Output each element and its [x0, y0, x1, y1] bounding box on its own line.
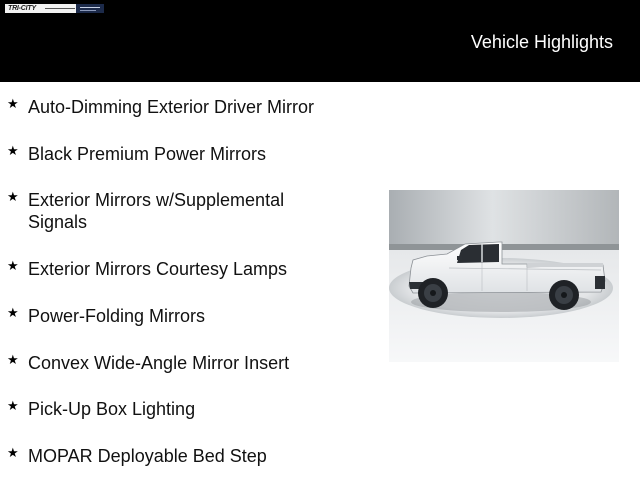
feature-label: Black Premium Power Mirrors [28, 144, 267, 164]
page-title: Vehicle Highlights [470, 32, 613, 52]
feature-label: Exterior Mirrors Courtesy Lamps [28, 259, 288, 279]
star-icon: ★ [7, 353, 19, 368]
dealer-logo-text: TRI-CITY [8, 5, 36, 12]
feature-label: MOPAR Deployable Bed Step [28, 446, 267, 466]
dealer-logo[interactable] [5, 4, 104, 13]
star-icon: ★ [7, 259, 19, 274]
star-icon: ★ [7, 97, 19, 112]
feature-label: Auto-Dimming Exterior Driver Mirror [28, 97, 315, 117]
star-icon: ★ [7, 446, 19, 461]
star-icon: ★ [7, 399, 19, 414]
feature-label: Exterior Mirrors w/Supplemental Signals [28, 190, 285, 232]
vehicle-photo[interactable] [389, 190, 619, 362]
star-icon: ★ [7, 306, 19, 321]
header-bar [0, 0, 640, 82]
feature-label: Power-Folding Mirrors [28, 306, 206, 326]
star-icon: ★ [7, 190, 19, 205]
star-icon: ★ [7, 144, 19, 159]
dealer-logo-rule [45, 8, 75, 9]
vehicle-photo-illustration [389, 190, 619, 362]
dealer-logo-badge [76, 4, 104, 13]
feature-label: Convex Wide-Angle Mirror Insert [28, 353, 290, 373]
feature-label: Pick-Up Box Lighting [28, 399, 196, 419]
